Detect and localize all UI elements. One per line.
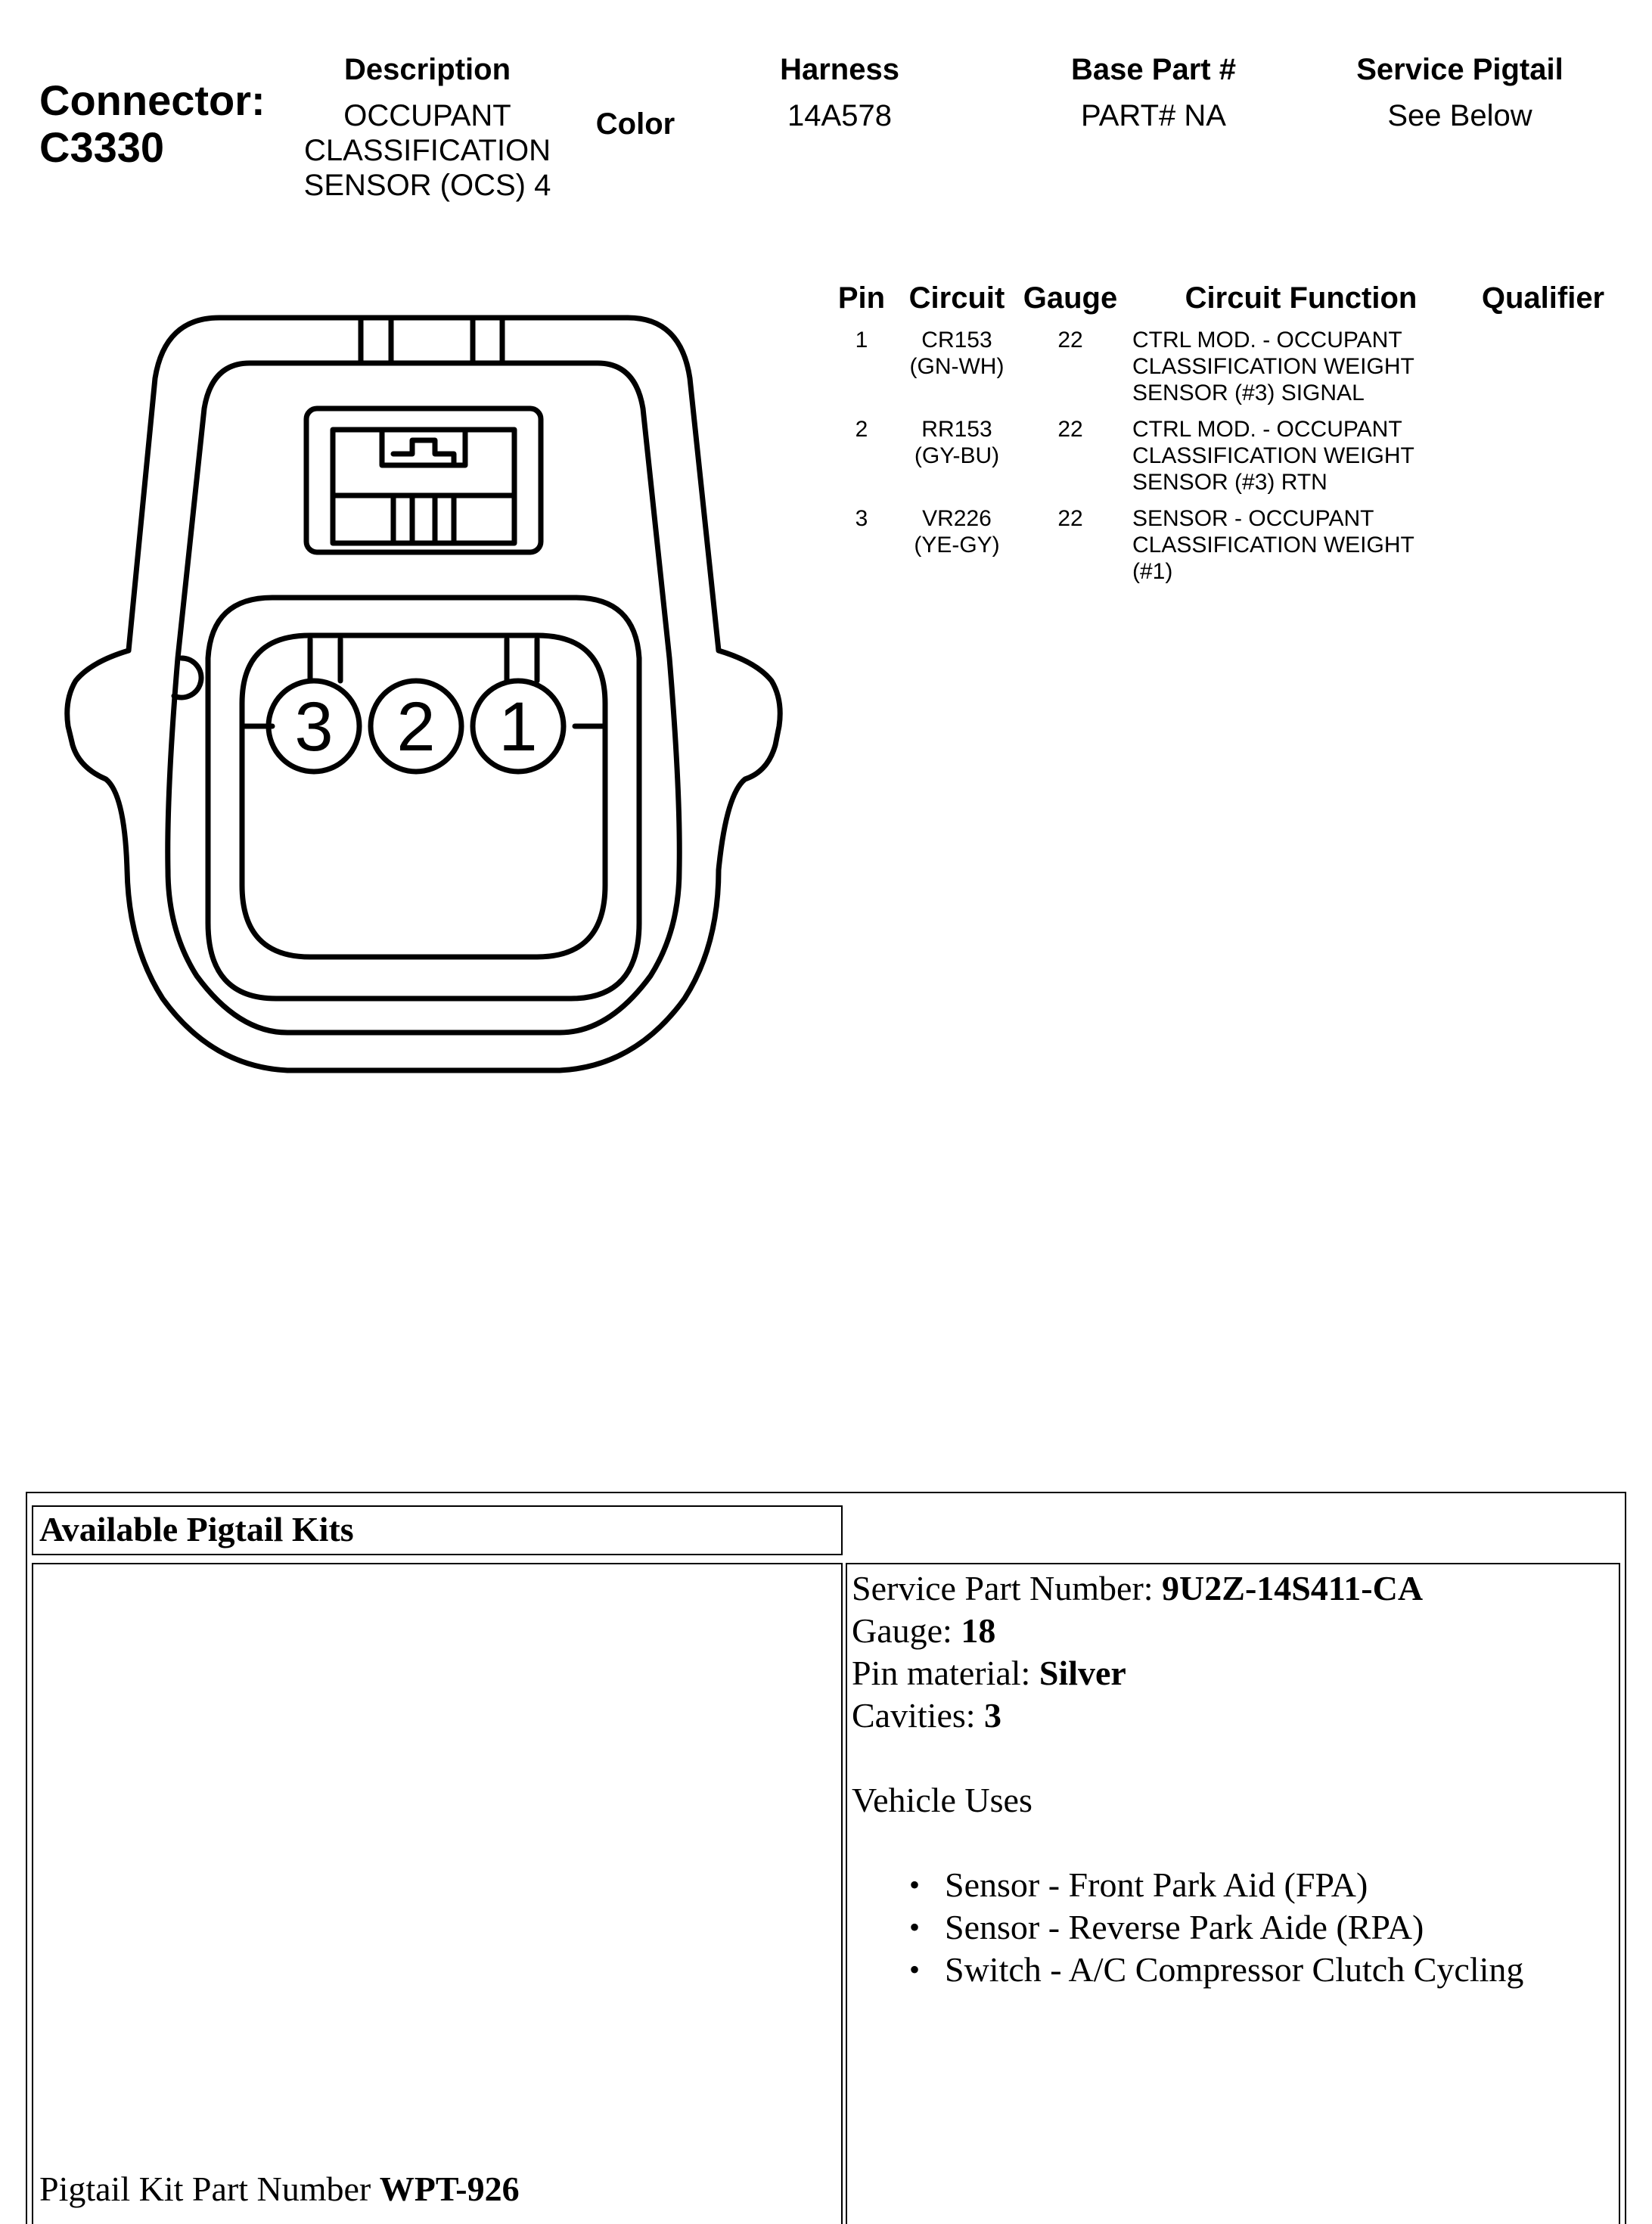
circuit-id: VR226	[922, 506, 992, 531]
description-label: Description	[343, 53, 511, 86]
harness-label: Harness	[780, 53, 899, 86]
function-line: SENSOR - OCCUPANT	[1132, 506, 1374, 531]
function-cell	[1132, 416, 1473, 495]
pin-3-label: 3	[294, 688, 334, 766]
circuit-cell	[896, 505, 1017, 558]
description-line: SENSOR (OCS) 4	[303, 169, 551, 202]
function-cell	[1132, 505, 1473, 585]
service-pigtail-value: See Below	[1387, 99, 1532, 132]
pigtail-gauge-value: 18	[961, 1611, 996, 1650]
cavities: Cavities: 3	[852, 1696, 1002, 1735]
vehicle-uses-list	[852, 1864, 1619, 1991]
connector-title	[39, 77, 266, 171]
connector-id: C3330	[39, 123, 165, 171]
function-header: Circuit Function	[1185, 281, 1418, 315]
function-cell	[1132, 327, 1473, 406]
circuit-id: CR153	[921, 328, 992, 353]
connector-face-diagram	[53, 306, 794, 1093]
pin-material-value: Silver	[1039, 1654, 1126, 1692]
description-line: CLASSIFICATION	[304, 134, 551, 167]
gauge-cell: 22	[1057, 328, 1083, 353]
circuit-id: RR153	[921, 417, 992, 442]
pin-number: 2	[855, 417, 868, 442]
circuit-cell	[896, 416, 1017, 469]
description-value	[276, 98, 579, 203]
base-part-label: Base Part #	[1071, 53, 1236, 86]
color-label: Color	[595, 107, 675, 141]
pigtail-details-cell	[846, 1563, 1620, 2224]
circuit-cell	[896, 327, 1017, 380]
harness-value: 14A578	[787, 99, 892, 132]
gauge-cell: 22	[1057, 417, 1083, 442]
pin-header: Pin	[837, 281, 886, 315]
circuit-color: (YE-GY)	[914, 533, 1000, 558]
function-line: CLASSIFICATION WEIGHT	[1132, 443, 1414, 468]
kit-part-label: Pigtail Kit Part Number	[39, 2170, 380, 2208]
function-line: CTRL MOD. - OCCUPANT	[1132, 417, 1402, 442]
latch-button	[393, 440, 454, 465]
connector-face	[208, 598, 639, 999]
service-pigtail-label: Service Pigtail	[1356, 53, 1564, 86]
qualifier-header: Qualifier	[1481, 281, 1605, 315]
base-part-value: PART# NA	[1081, 99, 1226, 132]
kit-part-value: WPT-926	[379, 2170, 520, 2208]
pigtail-title: Available Pigtail Kits	[39, 1510, 354, 1548]
pigtail-title-cell	[32, 1505, 843, 1555]
service-part-number: Service Part Number: 9U2Z-14S411-CA	[852, 1569, 1424, 1607]
pin-number: 1	[855, 328, 868, 353]
function-line: SENSOR (#3) SIGNAL	[1132, 381, 1365, 405]
connector-label: Connector:	[39, 76, 266, 124]
vehicle-use-item: • Sensor - Reverse Park Aide (RPA)	[852, 1906, 1619, 1949]
description-line: OCCUPANT	[343, 99, 511, 132]
pin-1-label: 1	[498, 688, 538, 766]
service-part-value: 9U2Z-14S411-CA	[1162, 1569, 1424, 1607]
circuit-color: (GN-WH)	[909, 354, 1005, 379]
vehicle-use-item: • Sensor - Front Park Aid (FPA)	[852, 1864, 1619, 1906]
function-line: CTRL MOD. - OCCUPANT	[1132, 328, 1402, 353]
gauge-cell: 22	[1057, 506, 1083, 531]
function-line: (#1)	[1132, 559, 1173, 584]
function-line: SENSOR (#3) RTN	[1132, 470, 1328, 495]
pin-material: Pin material: Silver	[852, 1654, 1126, 1692]
circuit-header: Circuit	[908, 281, 1005, 315]
pigtail-kit-cell	[32, 1563, 843, 2224]
vehicle-use-item: • Switch - A/C Compressor Clutch Cycling	[852, 1949, 1619, 1991]
pin-2-label: 2	[396, 688, 436, 766]
vehicle-uses-label: Vehicle Uses	[852, 1781, 1032, 1819]
lock-latch-inner	[333, 430, 514, 543]
kit-part-number	[39, 2168, 520, 2210]
function-line: CLASSIFICATION WEIGHT	[1132, 533, 1414, 558]
function-line: CLASSIFICATION WEIGHT	[1132, 354, 1414, 379]
cavities-value: 3	[984, 1696, 1002, 1735]
gauge-header: Gauge	[1023, 281, 1118, 315]
pigtail-details	[847, 1564, 1619, 1991]
pigtail-gauge: Gauge: 18	[852, 1611, 996, 1650]
pin-number: 3	[855, 506, 868, 531]
circuit-color: (GY-BU)	[914, 443, 1000, 468]
